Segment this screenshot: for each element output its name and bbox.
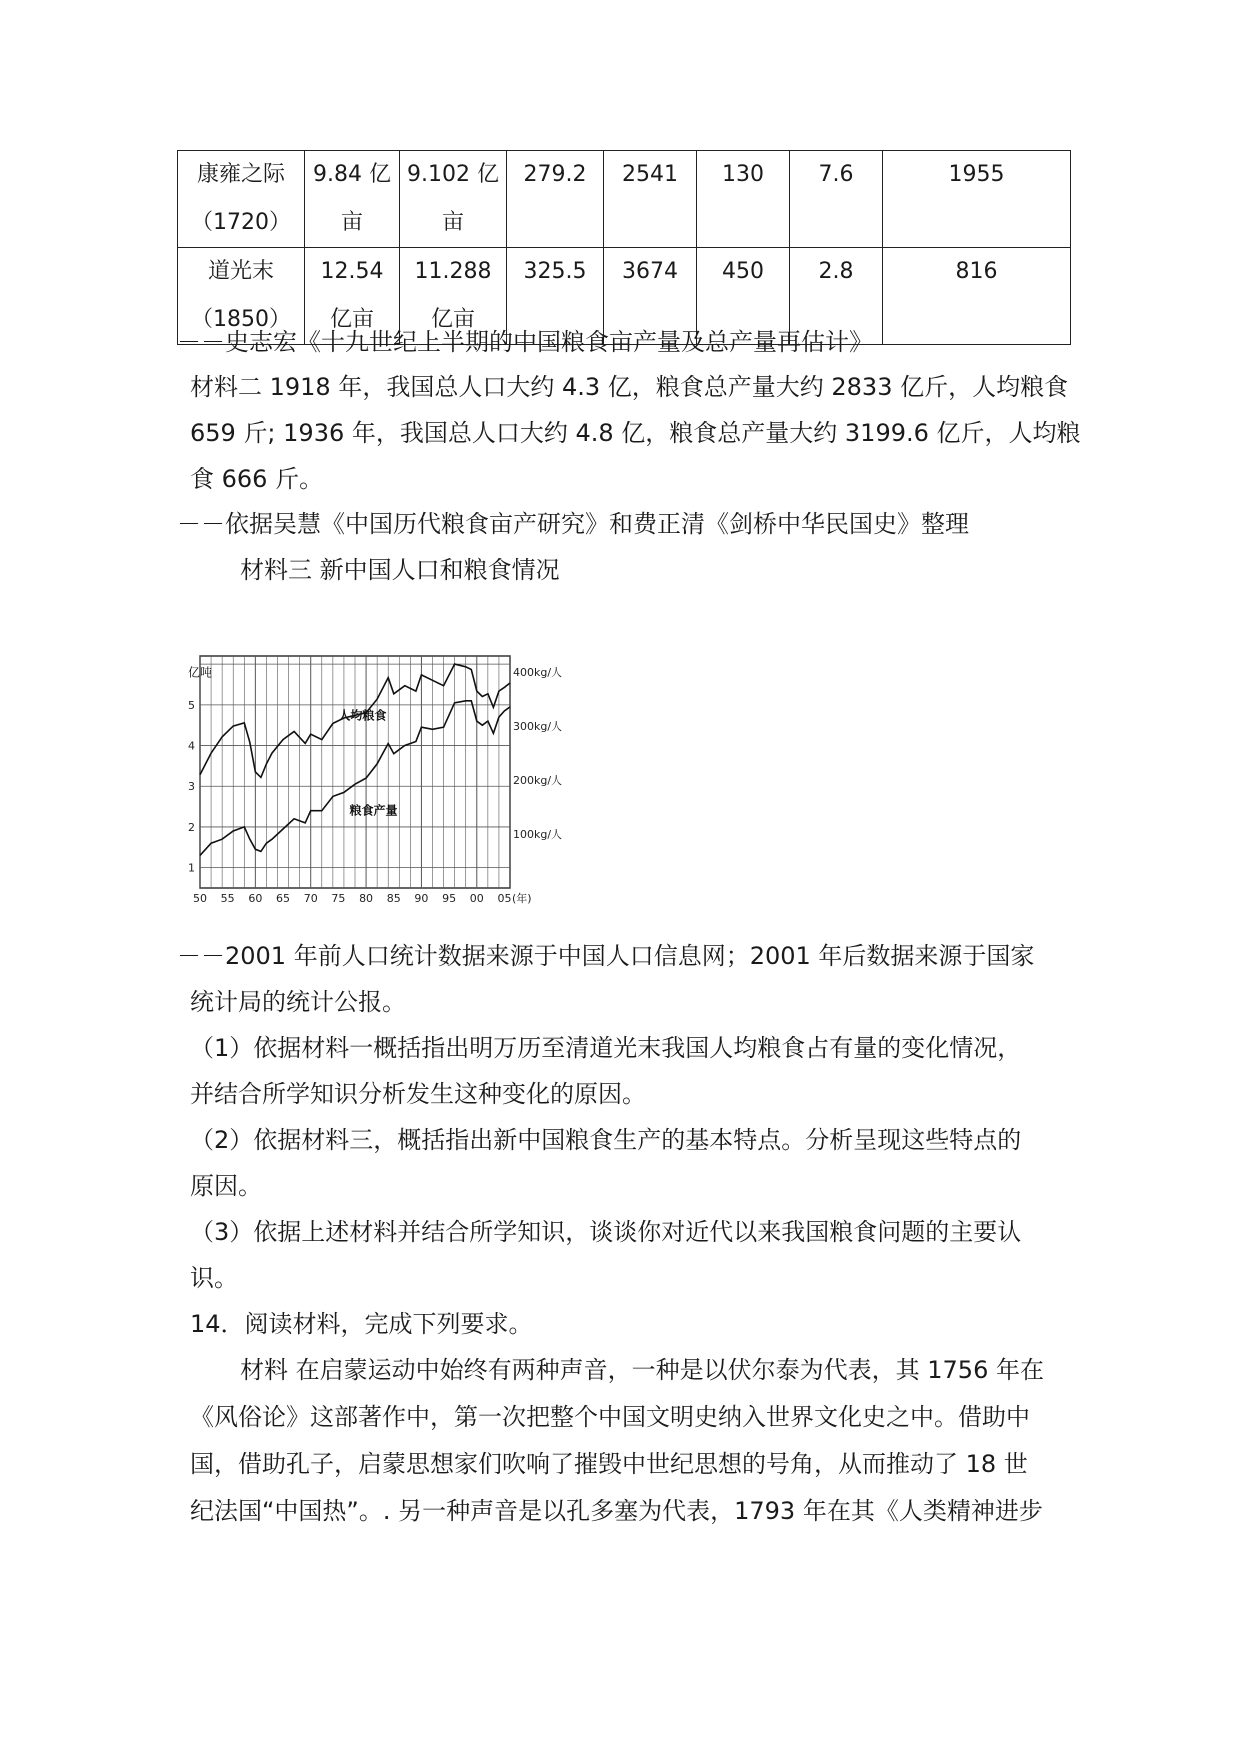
cell-text: 9.102 亿 [407,162,499,187]
table-cell [178,151,305,248]
cell-text: 康雍之际 [196,162,285,187]
source-line-3-2: 统计局的统计公报。 [190,988,406,1016]
right-tick-label: 200kg/人 [513,774,563,788]
question-2-line-2: 原因。 [190,1172,262,1200]
x-tick-label: 60 [248,892,263,905]
right-tick-label: 400kg/人 [513,666,563,680]
cell-text: 7.6 [818,162,854,187]
material-14-line-2: 《风俗论》这部著作中，第一次把整个中国文明史纳入世界文化史之中。借助中 [190,1403,1030,1431]
left-tick-label: 4 [188,739,195,753]
cell-text: 816 [955,259,998,284]
x-tick-label: 55 [220,892,235,905]
question-1-line-1: （1）依据材料一概括指出明万历至清道光末我国人均粮食占有量的变化情况， [190,1034,1022,1062]
table-cell [604,151,697,248]
cell-text: 12.54 [320,259,384,284]
material-2-line-2: 659 斤; 1936 年，我国总人口大约 4.8 亿，粮食总产量大约 3199.6 亿斤，人均粮 [190,419,1081,447]
cell-text: 亩 [340,210,363,235]
material-14-line-4: 纪法国“中国热”。. 另一种声音是以孔多塞为代表，1793 年在其《人类精神进步 [190,1497,1043,1525]
population-grain-chart [188,648,628,930]
series-label-output: 粮食产量 [349,803,398,818]
cell-text: （1720） [191,210,291,235]
table-cell [400,151,507,248]
cell-text: 2541 [622,162,678,187]
table-cell [883,151,1071,248]
cell-text: 9.84 亿 [313,162,391,187]
cell-text: 325.5 [523,259,587,284]
x-tick-label: 00 [469,892,484,905]
x-unit-label: (年) [512,892,532,905]
table-cell [883,248,1071,345]
material-3-title: 材料三 新中国人口和粮食情况 [240,556,560,584]
x-tick-label: 95 [442,892,457,905]
cell-text: 道光末 [207,259,274,284]
cell-text: 279.2 [523,162,587,187]
question-3-line-1: （3）依据上述材料并结合所学知识，谈谈你对近代以来我国粮食问题的主要认 [190,1218,1022,1246]
cell-text: 1955 [948,162,1005,187]
question-1-line-2: 并结合所学知识分析发生这种变化的原因。 [190,1080,646,1108]
material-2-line-1: 材料二 1918 年，我国总人口大约 4.3 亿，粮食总产量大约 2833 亿斤，人均粮食 [190,373,1069,401]
x-tick-label: 50 [193,892,207,905]
x-tick-label: 05 [497,892,512,905]
table-cell [790,151,883,248]
left-tick-label: 5 [188,698,195,712]
x-tick-label: 70 [303,892,318,905]
cell-text: 亿亩 [430,307,475,332]
material-2-line-3: 食 666 斤。 [190,465,324,493]
table-row [178,151,1071,248]
source-line-2: －－依据吴慧《中国历代粮食亩产研究》和费正清《剑桥中华民国史》整理 [177,510,969,538]
x-tick-label: 65 [276,892,291,905]
x-tick-label: 80 [359,892,374,905]
material-14-line-1: 材料 在启蒙运动中始终有两种声音，一种是以伏尔泰为代表，其 1756 年在 [240,1356,1044,1384]
material-14-line-3: 国，借助孔子，启蒙思想家们吹响了摧毁中世纪思想的号角，从而推动了 18 世 [190,1450,1028,1478]
series-label-per-capita: 人均粮食 [338,708,387,723]
question-14-heading: 14．阅读材料，完成下列要求。 [190,1310,533,1338]
left-tick-label: 3 [188,780,195,794]
table-cell [305,151,400,248]
cell-text: 2.8 [818,259,854,284]
left-tick-label: 1 [188,861,195,875]
left-axis-label: 亿吨 [188,665,213,680]
table-cell [507,151,604,248]
question-2-line-1: （2）依据材料三，概括指出新中国粮食生产的基本特点。分析呈现这些特点的 [190,1126,1022,1154]
x-tick-label: 85 [386,892,401,905]
grain-data-table [177,150,1071,345]
cell-text: 130 [722,162,764,187]
cell-text: 450 [722,259,764,284]
source-line-1: －－史志宏《十九世纪上半期的中国粮食亩产量及总产量再估计》 [177,328,873,356]
cell-text: 11.288 [414,259,492,284]
cell-text: （1850） [191,307,291,332]
x-tick-label: 75 [331,892,346,905]
cell-text: 亿亩 [329,307,374,332]
source-line-3-1: －－2001 年前人口统计数据来源于中国人口信息网；2001 年后数据来源于国家 [177,942,1035,970]
right-tick-label: 300kg/人 [513,720,563,734]
cell-text: 亩 [441,210,464,235]
right-tick-label: 100kg/人 [513,828,563,842]
x-tick-label: 90 [414,892,429,905]
table-cell [697,151,790,248]
chart-svg [188,648,628,930]
left-tick-label: 2 [188,820,195,834]
cell-text: 3674 [622,259,678,284]
question-3-line-2: 识。 [190,1264,238,1292]
